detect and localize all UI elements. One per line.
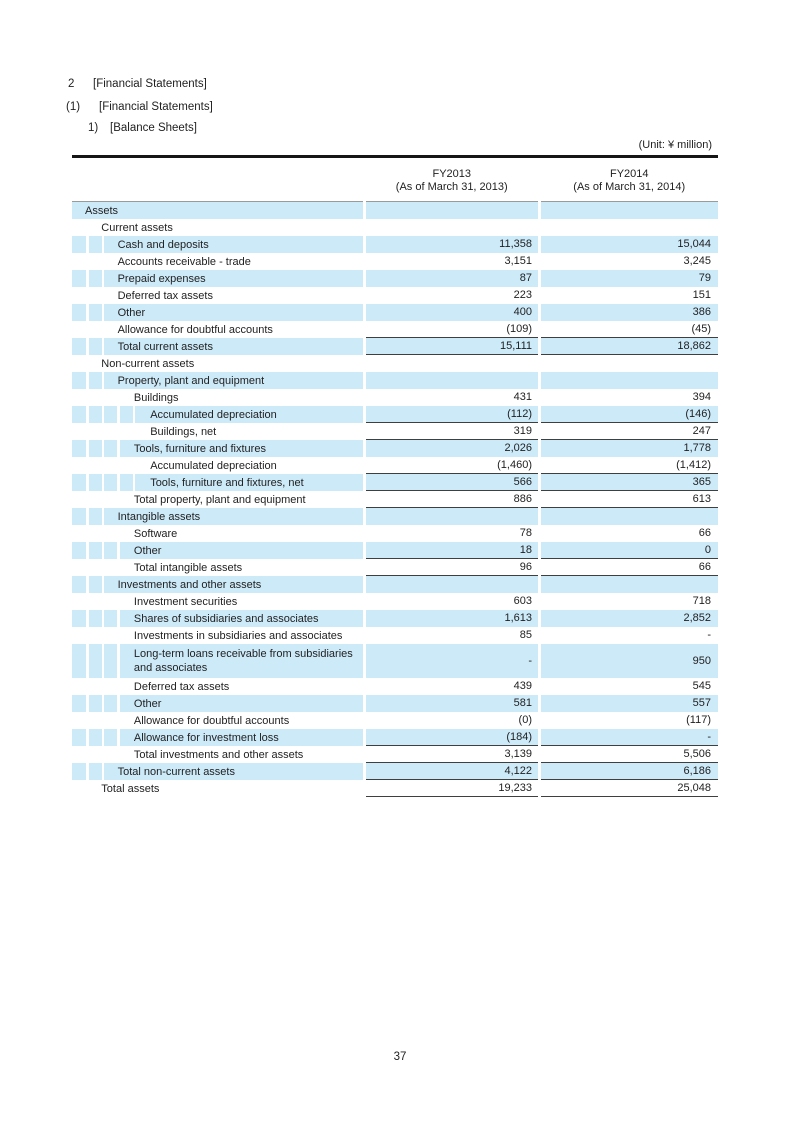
indent-separator	[102, 593, 105, 610]
row-label-cell	[72, 508, 363, 525]
document-headings	[0, 77, 800, 135]
row-label: Total assets	[101, 782, 160, 795]
indent-separator	[86, 508, 89, 525]
indent-separator	[86, 474, 89, 491]
fy2013-value: 18	[366, 542, 539, 559]
fy2013-value: (0)	[518, 714, 532, 726]
row-label-cell	[72, 389, 363, 406]
row-label: Property, plant and equipment	[117, 374, 265, 387]
indent-separator	[102, 440, 105, 457]
indent-separator	[117, 610, 120, 627]
fy2014-value: 386	[541, 304, 719, 321]
page-number: 37	[393, 1051, 407, 1063]
indent-separator	[102, 406, 105, 423]
fy2013-value: 223	[513, 289, 532, 301]
indent-separator	[86, 491, 89, 508]
fy2014-value: -	[707, 629, 711, 641]
indent-separator	[102, 695, 105, 712]
row-label-cell	[72, 678, 363, 695]
indent-separator	[86, 542, 89, 559]
indent-separator	[86, 304, 89, 321]
indent-separator	[117, 559, 120, 576]
table-row	[72, 712, 718, 729]
table-row	[72, 474, 718, 491]
table-row	[72, 678, 718, 695]
fy2013-value: 431	[513, 391, 532, 403]
indent-separator	[102, 542, 105, 559]
indent-separator	[86, 219, 89, 236]
fy2014-value: 79	[541, 270, 719, 287]
table-row	[72, 610, 718, 627]
fy2014-value: 2,852	[541, 610, 719, 627]
heading-section-number: 2	[68, 78, 75, 90]
indent-separator	[102, 270, 105, 287]
row-label: Deferred tax assets	[133, 680, 230, 693]
row-label: Other	[133, 697, 162, 710]
fy2013-value: 78	[519, 527, 532, 539]
row-label: Assets	[85, 204, 119, 217]
row-label: Total investments and other assets	[133, 748, 304, 761]
table-row	[72, 542, 718, 559]
row-label-cell	[72, 219, 363, 236]
heading-subsection-title: [Financial Statements]	[99, 101, 213, 113]
fy2013-value: 439	[513, 680, 532, 692]
table-row	[72, 440, 718, 457]
fy2014-value: 0	[541, 542, 719, 559]
fy2013-value: 566	[366, 474, 539, 491]
indent-separator	[117, 440, 120, 457]
table-row	[72, 576, 718, 593]
indent-separator	[102, 763, 105, 780]
indent-separator	[102, 253, 105, 270]
row-label-cell	[72, 610, 363, 627]
indent-separator	[86, 746, 89, 763]
row-label-cell	[72, 644, 363, 678]
fy2013-value: -	[366, 644, 539, 678]
indent-separator	[133, 406, 136, 423]
table-row	[72, 270, 718, 287]
indent-separator	[86, 627, 89, 644]
indent-separator	[102, 389, 105, 406]
fy2013-value: 4,122	[366, 763, 539, 780]
indent-separator	[102, 338, 105, 355]
indent-separator	[86, 763, 89, 780]
fy2013-value: 886	[366, 491, 539, 508]
fy2013-value: 3,151	[504, 255, 532, 267]
fy2013-value: 400	[366, 304, 539, 321]
fy2013-value: 603	[513, 595, 532, 607]
indent-separator	[102, 423, 105, 440]
row-label: Intangible assets	[117, 510, 201, 523]
row-label: Software	[133, 527, 178, 540]
indent-separator	[117, 678, 120, 695]
fy2013-value	[366, 355, 539, 372]
table-row	[72, 321, 718, 338]
indent-separator	[86, 457, 89, 474]
indent-separator	[102, 678, 105, 695]
fy2014-value: 25,048	[541, 780, 719, 797]
indent-separator	[86, 270, 89, 287]
table-row	[72, 525, 718, 542]
row-label: Total current assets	[117, 340, 213, 353]
indent-separator	[86, 678, 89, 695]
indent-separator	[102, 610, 105, 627]
row-label: Allowance for doubtful accounts	[117, 323, 273, 336]
row-label: Allowance for investment loss	[133, 731, 279, 744]
indent-separator	[117, 627, 120, 644]
row-label-cell	[72, 746, 363, 763]
fy2013-value	[366, 372, 539, 389]
row-label: Investments and other assets	[117, 578, 262, 591]
indent-separator	[117, 525, 120, 542]
indent-separator	[86, 644, 89, 678]
indent-separator	[117, 389, 120, 406]
indent-separator	[102, 576, 105, 593]
fy2013-value: (1,460)	[366, 457, 539, 474]
fy2013-title: FY2013	[432, 168, 472, 180]
fy2013-value	[366, 508, 539, 525]
fy2014-value	[541, 202, 719, 219]
indent-separator	[102, 491, 105, 508]
row-label-cell	[72, 559, 363, 576]
indent-separator	[86, 593, 89, 610]
heading-section	[68, 77, 800, 91]
fy2014-value	[541, 576, 719, 593]
table-row	[72, 627, 718, 644]
heading-subsubsection-number: 1)	[88, 122, 99, 134]
indent-separator	[117, 457, 120, 474]
table-row	[72, 372, 718, 389]
fy2014-value	[541, 219, 719, 236]
row-label-cell	[72, 338, 363, 355]
row-label: Other	[133, 544, 162, 557]
indent-separator	[117, 406, 120, 423]
row-label: Non-current assets	[101, 357, 195, 370]
row-label-cell	[72, 406, 363, 423]
indent-separator	[102, 746, 105, 763]
row-label-cell	[72, 695, 363, 712]
indent-separator	[117, 644, 120, 678]
indent-separator	[86, 780, 89, 797]
heading-subsection	[66, 100, 800, 114]
header-label-cell	[72, 158, 363, 202]
row-label-cell	[72, 304, 363, 321]
row-label: Buildings, net	[150, 425, 217, 438]
row-label-cell	[72, 372, 363, 389]
row-label: Tools, furniture and fixtures, net	[150, 476, 304, 489]
fy2013-value: 87	[366, 270, 539, 287]
indent-separator	[86, 321, 89, 338]
fy2014-value: 18,862	[541, 338, 719, 355]
row-label: Accumulated depreciation	[150, 459, 277, 472]
balance-sheet	[72, 139, 718, 797]
row-label-cell	[72, 576, 363, 593]
indent-separator	[86, 253, 89, 270]
fy2013-value: 319	[366, 423, 539, 440]
indent-separator	[86, 389, 89, 406]
fy2013-value: 3,139	[366, 746, 539, 763]
fy2014-value: 394	[692, 391, 711, 403]
indent-separator	[86, 372, 89, 389]
row-label: Long-term loans receivable from subsidiaries and associates	[133, 647, 353, 674]
table-row	[72, 746, 718, 763]
row-label: Total intangible assets	[133, 561, 243, 574]
row-label-cell	[72, 780, 363, 797]
table-row	[72, 304, 718, 321]
fy2013-value: 1,613	[366, 610, 539, 627]
row-label-cell	[72, 729, 363, 746]
indent-separator	[86, 695, 89, 712]
fy2013-value	[366, 219, 539, 236]
indent-separator	[102, 304, 105, 321]
table-header-row	[72, 158, 718, 202]
indent-separator	[86, 610, 89, 627]
indent-separator	[86, 729, 89, 746]
fy2014-value: 15,044	[541, 236, 719, 253]
indent-separator	[133, 474, 136, 491]
fy2013-value: 11,358	[366, 236, 539, 253]
row-label: Total non-current assets	[117, 765, 235, 778]
indent-separator	[117, 695, 120, 712]
fy2013-value: (184)	[366, 729, 539, 746]
indent-separator	[86, 287, 89, 304]
row-label-cell	[72, 321, 363, 338]
fy2014-value: 66	[541, 559, 719, 576]
fy2013-value: 85	[519, 629, 532, 641]
indent-separator	[102, 321, 105, 338]
row-label: Accounts receivable - trade	[117, 255, 251, 268]
row-label-cell	[72, 287, 363, 304]
table-row	[72, 423, 718, 440]
fy2014-value: 365	[541, 474, 719, 491]
indent-separator	[86, 338, 89, 355]
heading-subsubsection-title: [Balance Sheets]	[110, 122, 197, 134]
table-row	[72, 644, 718, 678]
table-body	[72, 202, 718, 797]
indent-separator	[117, 593, 120, 610]
indent-separator	[133, 423, 136, 440]
indent-separator	[86, 423, 89, 440]
row-label: Other	[117, 306, 146, 319]
row-label-cell	[72, 355, 363, 372]
fy2014-subtitle: (As of March 31, 2014)	[573, 181, 686, 193]
table-row	[72, 406, 718, 423]
row-label-cell	[72, 593, 363, 610]
indent-separator	[86, 355, 89, 372]
fy2013-value: 96	[366, 559, 539, 576]
indent-separator	[117, 491, 120, 508]
row-label-cell	[72, 202, 363, 219]
indent-separator	[86, 576, 89, 593]
table-row	[72, 253, 718, 270]
fy2014-value: (45)	[541, 321, 719, 338]
indent-separator	[102, 372, 105, 389]
indent-separator	[102, 627, 105, 644]
table-row	[72, 389, 718, 406]
fy2014-value: (1,412)	[541, 457, 719, 474]
header-fy2013-cell	[366, 158, 539, 202]
indent-separator	[102, 644, 105, 678]
table-row	[72, 236, 718, 253]
indent-separator	[86, 712, 89, 729]
fy2013-value	[366, 576, 539, 593]
heading-subsection-number: (1)	[66, 101, 81, 113]
indent-separator	[102, 287, 105, 304]
row-label: Cash and deposits	[117, 238, 209, 251]
row-label: Shares of subsidiaries and associates	[133, 612, 319, 625]
row-label: Tools, furniture and fixtures	[133, 442, 266, 455]
indent-separator	[117, 712, 120, 729]
fy2014-value: 950	[541, 644, 719, 678]
row-label: Allowance for doubtful accounts	[133, 714, 290, 727]
fy2013-value: 2,026	[366, 440, 539, 457]
fy2014-value	[541, 355, 719, 372]
indent-separator	[133, 457, 136, 474]
table-row	[72, 593, 718, 610]
row-label: Total property, plant and equipment	[133, 493, 306, 506]
row-label: Buildings	[133, 391, 179, 404]
table-row	[72, 491, 718, 508]
indent-separator	[117, 729, 120, 746]
table-row	[72, 287, 718, 304]
fy2013-value	[366, 202, 539, 219]
table-row	[72, 338, 718, 355]
fy2014-value: -	[541, 729, 719, 746]
row-label: Current assets	[101, 221, 173, 234]
fy2014-value: 151	[692, 289, 711, 301]
indent-separator	[117, 542, 120, 559]
indent-separator	[102, 525, 105, 542]
fy2013-value: 19,233	[366, 780, 539, 797]
row-label-cell	[72, 627, 363, 644]
indent-separator	[86, 406, 89, 423]
indent-separator	[86, 236, 89, 253]
fy2014-value: 247	[541, 423, 719, 440]
fy2014-value: 6,186	[541, 763, 719, 780]
indent-separator	[102, 712, 105, 729]
header-fy2014-cell	[541, 158, 719, 202]
row-label: Deferred tax assets	[117, 289, 213, 302]
row-label-cell	[72, 236, 363, 253]
row-label-cell	[72, 457, 363, 474]
row-label-cell	[72, 440, 363, 457]
indent-separator	[102, 508, 105, 525]
indent-separator	[102, 729, 105, 746]
indent-separator	[117, 423, 120, 440]
indent-separator	[86, 525, 89, 542]
indent-separator	[86, 440, 89, 457]
table-row	[72, 729, 718, 746]
fy2014-title: FY2014	[609, 168, 649, 180]
indent-separator	[102, 457, 105, 474]
fy2013-value: (109)	[366, 321, 539, 338]
row-label-cell	[72, 474, 363, 491]
fy2014-value: 66	[698, 527, 711, 539]
fy2014-value: (117)	[686, 714, 711, 726]
table-row	[72, 508, 718, 525]
indent-separator	[102, 474, 105, 491]
row-label-cell	[72, 270, 363, 287]
row-label-cell	[72, 712, 363, 729]
fy2014-value: 1,778	[541, 440, 719, 457]
fy2013-value: (112)	[366, 406, 539, 423]
fy2014-value	[541, 372, 719, 389]
table-row	[72, 695, 718, 712]
indent-separator	[117, 746, 120, 763]
table-row	[72, 202, 718, 219]
fy2013-value: 15,111	[366, 338, 539, 355]
table-row	[72, 559, 718, 576]
row-label-cell	[72, 423, 363, 440]
table-row	[72, 780, 718, 797]
indent-separator	[86, 559, 89, 576]
fy2014-value: 557	[541, 695, 719, 712]
row-label-cell	[72, 542, 363, 559]
fy2014-value: (146)	[541, 406, 719, 423]
indent-separator	[117, 474, 120, 491]
row-label: Investments in subsidiaries and associates	[133, 629, 343, 642]
table-row	[72, 219, 718, 236]
unit-note: (Unit: ¥ million)	[638, 139, 712, 151]
row-label-cell	[72, 763, 363, 780]
table-row	[72, 457, 718, 474]
heading-section-title: [Financial Statements]	[93, 78, 207, 90]
row-label: Accumulated depreciation	[150, 408, 277, 421]
indent-separator	[102, 236, 105, 253]
row-label-cell	[72, 253, 363, 270]
fy2014-value: 5,506	[541, 746, 719, 763]
table-row	[72, 763, 718, 780]
fy2014-value: 3,245	[683, 255, 711, 267]
row-label: Prepaid expenses	[117, 272, 206, 285]
fy2013-value: 581	[366, 695, 539, 712]
fy2014-value: 613	[541, 491, 719, 508]
row-label-cell	[72, 491, 363, 508]
row-label: Investment securities	[133, 595, 238, 608]
fy2014-value: 718	[692, 595, 711, 607]
table-row	[72, 355, 718, 372]
fy2014-value	[541, 508, 719, 525]
row-label-cell	[72, 525, 363, 542]
indent-separator	[102, 559, 105, 576]
fy2014-value: 545	[692, 680, 711, 692]
heading-subsubsection	[88, 121, 800, 135]
fy2013-subtitle: (As of March 31, 2013)	[395, 181, 508, 193]
